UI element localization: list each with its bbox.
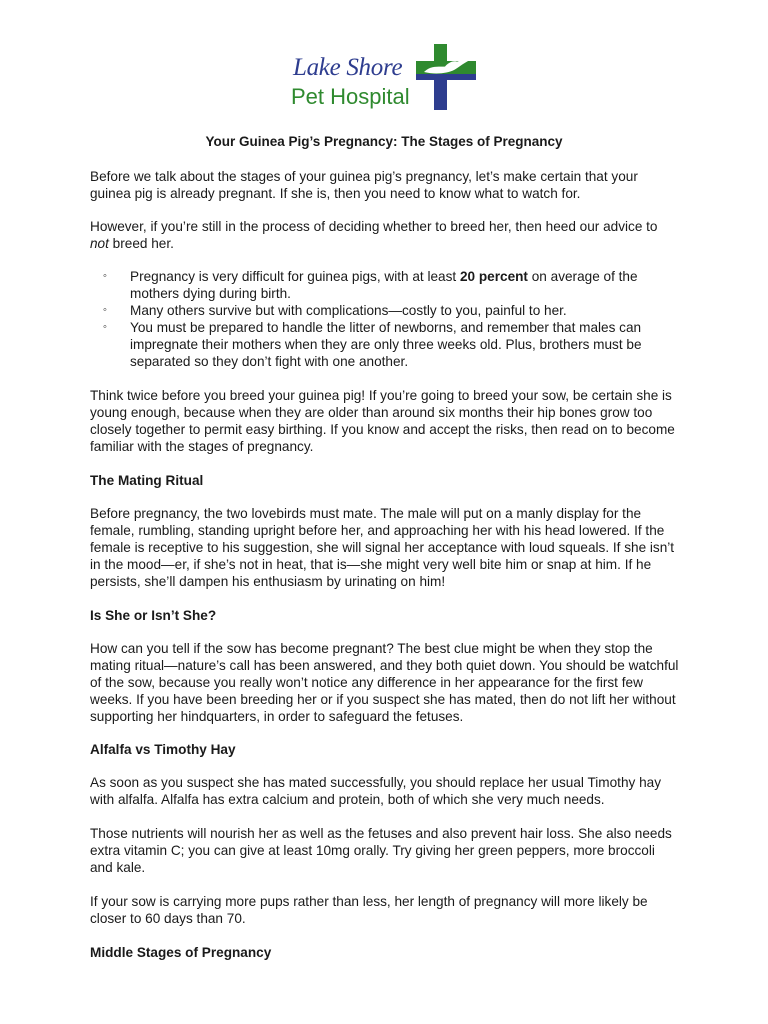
heading-is-she: Is She or Isn’t She? [90,608,217,623]
list-item [90,319,690,370]
advice-text-before: However, if you’re still in the process of deciding whether to breed her, then heed our advice to [90,219,658,234]
heading-mating-ritual: The Mating Ritual [90,473,204,488]
mating-paragraph: Before pregnancy, the two lovebirds must mate. The male will put on a manly display for the female, rumbling, standing upright before her, and approaching her with his head lowered. If the female is receptive to his suggestion, she will signal her acceptance with loud squeals. If she isn’t in the mood—er, if she’s not in heat, that is—she might very well bite him or snap at him. If he persists, she’ll dampen his enthusiasm by urinating on him! [90,506,675,589]
document-title: Your Guinea Pig’s Pregnancy: The Stages of Pregnancy [205,134,563,149]
list-item [90,268,690,302]
medical-cross-dove-icon [414,44,478,110]
lake-shore-logo [286,44,486,114]
list-item [90,302,690,319]
bullet-bold-text: 20 percent [459,269,528,284]
advice-text-after: breed her. [108,236,174,251]
bullet-text: Pregnancy is very difficult for guinea pigs, with at least [130,269,460,284]
bullet-marker: ◦ [103,270,107,282]
bullet-text-after: on average of the mothers dying during birth. [130,269,638,301]
logo-line-lake-shore: Lake Shore [293,54,403,81]
is-she-paragraph: How can you tell if the sow has become pregnant? The best clue might be when they stop the mating ritual—nature’s call has been answered, and they both quiet down. You should be watchful of the sow, because you really won’t notice any difference in her appearance for the first few weeks. If you have been breeding her or if you suspect she has mated, then do not lift her without supporting her hindquarters, in order to safeguard the fetuses. [90,641,679,724]
bullet-text: You must be prepared to handle the litter of newborns, and remember that males can impregnate their mothers when they are only three weeks old. Plus, brothers must be separated so they don’t fight with one another. [130,320,642,369]
think-twice-paragraph: Think twice before you breed your guinea pig! If you’re going to breed your sow, be certain she is young enough, because when they are older than around six months their hip bones grow too closely together to permit easy birthing. If you know and accept the risks, then read on to become familiar with the stages of pregnancy. [90,388,675,454]
intro-paragraph: Before we talk about the stages of your guinea pig’s pregnancy, let’s make certain that your guinea pig is already pregnant. If she is, then you need to know what to watch for. [90,169,638,201]
risk-bullet-list [90,268,690,370]
bullet-marker: ◦ [103,321,107,333]
alfalfa-paragraph-2: Those nutrients will nourish her as well as the fetuses and also prevent hair loss. She also needs extra vitamin C; you can give at least 10mg orally. Try giving her green peppers, more broccoli and kale. [90,826,672,875]
logo-line-pet-hospital: Pet Hospital [291,84,410,109]
alfalfa-paragraph-1: As soon as you suspect she has mated successfully, you should replace her usual Timothy hay with alfalfa. Alfalfa has extra calcium and protein, both of which she very much needs. [90,775,661,807]
heading-alfalfa: Alfalfa vs Timothy Hay [90,742,236,757]
alfalfa-paragraph-3: If your sow is carrying more pups rather than less, her length of pregnancy will more likely be closer to 60 days than 70. [90,894,648,926]
bullet-marker: ◦ [103,304,107,316]
heading-middle-stages: Middle Stages of Pregnancy [90,945,272,960]
advice-paragraph [90,218,680,252]
bullet-text: Many others survive but with complications—costly to you, painful to her. [130,303,567,318]
advice-emphasis: not [90,236,109,251]
